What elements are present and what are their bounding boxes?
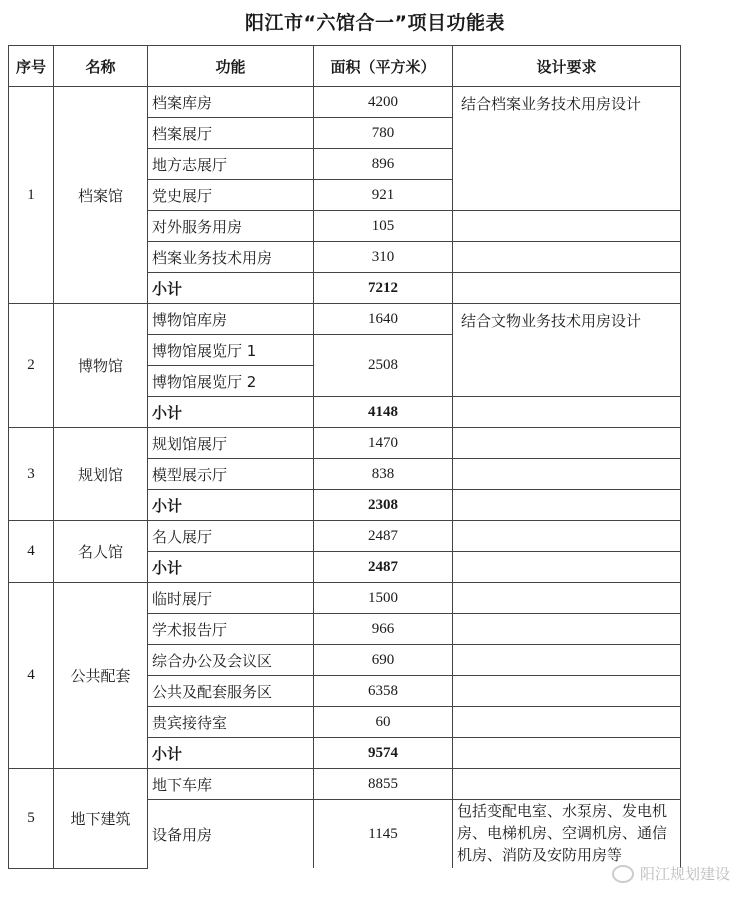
name-cell: 地下建筑	[54, 769, 148, 869]
function-cell: 档案业务技术用房	[148, 242, 314, 273]
requirement-cell: 包括变配电室、水泵房、发电机房、电梯机房、空调机房、通信机房、消防及安防用房等	[453, 800, 681, 869]
function-cell: 贵宾接待室	[148, 707, 314, 738]
function-cell: 学术报告厅	[148, 614, 314, 645]
subtotal-value: 9574	[314, 738, 453, 769]
area-cell: 310	[314, 242, 453, 273]
function-cell: 档案展厅	[148, 118, 314, 149]
seq-cell: 4	[9, 583, 54, 769]
table-row	[9, 304, 681, 335]
watermark-text: 阳江规划建设	[639, 865, 730, 883]
function-cell: 综合办公及会议区	[148, 645, 314, 676]
empty-cell	[453, 273, 681, 304]
area-cell: 4200	[314, 87, 453, 118]
subtotal-label: 小计	[148, 738, 314, 769]
area-cell: 966	[314, 614, 453, 645]
empty-cell	[453, 614, 681, 645]
function-cell: 模型展示厅	[148, 459, 314, 490]
watermark	[612, 863, 730, 884]
table-row	[9, 87, 681, 118]
name-cell: 公共配套	[54, 583, 148, 769]
header-name: 名称	[54, 46, 148, 87]
function-cell: 设备用房	[148, 800, 314, 869]
seq-cell: 5	[9, 769, 54, 869]
function-cell: 名人展厅	[148, 521, 314, 552]
empty-cell	[453, 397, 681, 428]
area-cell: 690	[314, 645, 453, 676]
area-cell: 6358	[314, 676, 453, 707]
area-cell: 105	[314, 211, 453, 242]
subtotal-value: 4148	[314, 397, 453, 428]
empty-cell	[453, 459, 681, 490]
empty-cell	[453, 583, 681, 614]
empty-cell	[453, 552, 681, 583]
name-cell: 规划馆	[54, 428, 148, 521]
area-cell: 838	[314, 459, 453, 490]
function-cell: 临时展厅	[148, 583, 314, 614]
header-function: 功能	[148, 46, 314, 87]
area-cell: 1500	[314, 583, 453, 614]
function-cell: 博物馆库房	[148, 304, 314, 335]
subtotal-label: 小计	[148, 552, 314, 583]
function-cell: 公共及配套服务区	[148, 676, 314, 707]
empty-cell	[453, 490, 681, 521]
table-row	[9, 521, 681, 552]
empty-cell	[453, 242, 681, 273]
area-cell: 1145	[314, 800, 453, 869]
area-cell: 780	[314, 118, 453, 149]
empty-cell	[453, 738, 681, 769]
table-row	[9, 769, 681, 800]
name-cell: 名人馆	[54, 521, 148, 583]
subtotal-value: 7212	[314, 273, 453, 304]
header-requirement: 设计要求	[453, 46, 681, 87]
area-cell: 1640	[314, 304, 453, 335]
function-cell: 博物馆展览厅 2	[148, 366, 314, 397]
wechat-icon	[612, 865, 634, 883]
empty-cell	[453, 676, 681, 707]
seq-cell: 4	[9, 521, 54, 583]
requirement-cell: 结合档案业务技术用房设计	[453, 87, 681, 211]
empty-cell	[453, 428, 681, 459]
seq-cell: 2	[9, 304, 54, 428]
function-cell: 规划馆展厅	[148, 428, 314, 459]
area-cell: 921	[314, 180, 453, 211]
area-cell: 896	[314, 149, 453, 180]
function-cell: 党史展厅	[148, 180, 314, 211]
table-row	[9, 428, 681, 459]
empty-cell	[453, 645, 681, 676]
table-row	[9, 583, 681, 614]
empty-cell	[453, 211, 681, 242]
subtotal-value: 2487	[314, 552, 453, 583]
name-cell: 博物馆	[54, 304, 148, 428]
empty-cell	[453, 769, 681, 800]
area-cell: 60	[314, 707, 453, 738]
name-cell: 档案馆	[54, 87, 148, 304]
area-cell: 2487	[314, 521, 453, 552]
subtotal-value: 2308	[314, 490, 453, 521]
area-cell: 2508	[314, 335, 453, 397]
function-table	[8, 45, 681, 869]
empty-cell	[453, 521, 681, 552]
function-cell: 对外服务用房	[148, 211, 314, 242]
area-cell: 8855	[314, 769, 453, 800]
subtotal-label: 小计	[148, 397, 314, 428]
function-cell: 地方志展厅	[148, 149, 314, 180]
seq-cell: 1	[9, 87, 54, 304]
requirement-cell: 结合文物业务技术用房设计	[453, 304, 681, 397]
seq-cell: 3	[9, 428, 54, 521]
table-title: 阳江市“六馆合一”项目功能表	[245, 12, 505, 34]
function-cell: 档案库房	[148, 87, 314, 118]
area-cell: 1470	[314, 428, 453, 459]
header-area: 面积（平方米）	[314, 46, 453, 87]
subtotal-label: 小计	[148, 490, 314, 521]
function-cell: 地下车库	[148, 769, 314, 800]
empty-cell	[453, 707, 681, 738]
header-row	[9, 46, 681, 87]
header-seq: 序号	[9, 46, 54, 87]
function-cell: 博物馆展览厅 1	[148, 335, 314, 366]
subtotal-label: 小计	[148, 273, 314, 304]
